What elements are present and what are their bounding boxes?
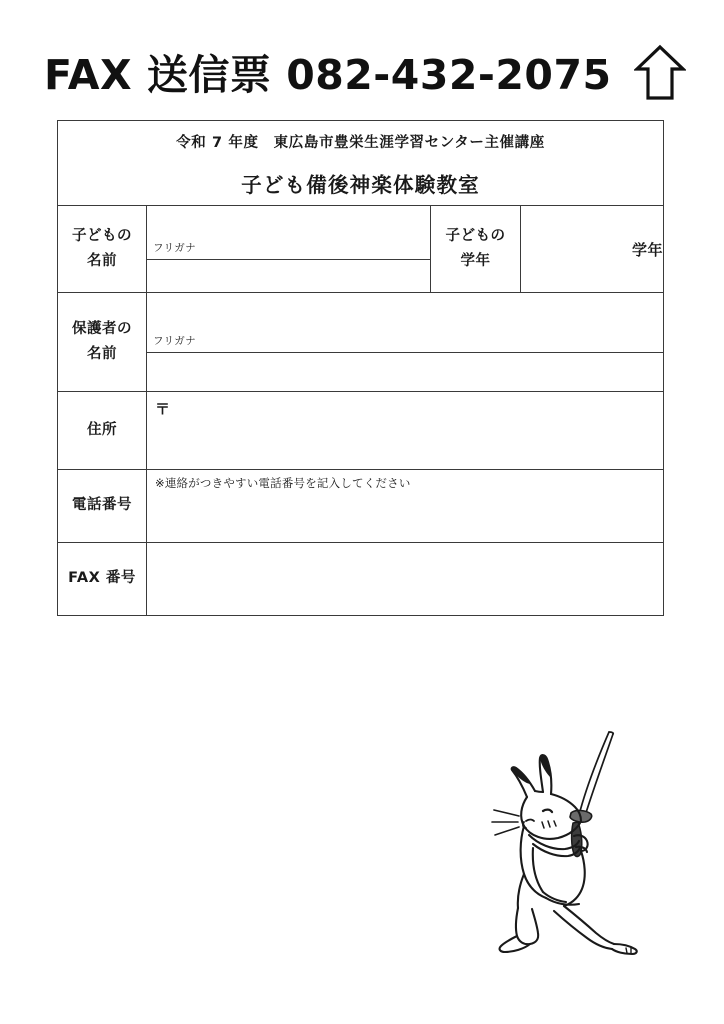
fax-application-form <box>57 120 664 616</box>
label-child-name-line2: 名前 <box>87 253 117 269</box>
page-header <box>44 44 680 106</box>
course-title: 子ども備後神楽体験教室 <box>58 161 664 206</box>
table-row <box>58 470 664 543</box>
input-phone-number[interactable] <box>147 470 664 543</box>
label-address <box>58 392 147 470</box>
page-title: FAX 送信票 082-432-2075 <box>44 50 612 99</box>
table-row <box>58 392 664 470</box>
table-row <box>58 206 664 293</box>
label-child-name-line1: 子どもの <box>72 227 132 244</box>
table-row-subtitle <box>58 121 664 162</box>
label-fax-number-text: FAX 番号 <box>68 570 136 587</box>
label-fax-number <box>58 543 147 616</box>
label-guardian-name <box>58 293 147 392</box>
field-child-name[interactable] <box>147 206 431 293</box>
table-row <box>58 543 664 616</box>
input-fax-number[interactable] <box>147 543 664 616</box>
rabbit-with-sword-illustration <box>486 718 686 958</box>
table-row-title <box>58 161 664 206</box>
up-arrow-outline-icon <box>634 44 686 106</box>
furigana-label-guardian: フリガナ <box>147 331 663 353</box>
phone-note: ※連絡がつきやすい電話番号を記入してください <box>155 476 411 490</box>
postal-code-mark: 〒 <box>155 400 171 418</box>
label-child-grade-line2: 学年 <box>460 253 491 269</box>
label-address-text: 住所 <box>87 421 117 438</box>
input-child-grade[interactable]: 学年 <box>521 206 664 293</box>
furigana-label-child: フリガナ <box>147 238 430 260</box>
label-guardian-name-line2: 名前 <box>87 346 117 362</box>
input-address[interactable] <box>147 392 664 470</box>
label-guardian-name-line1: 保護者の <box>72 320 132 337</box>
field-guardian-name[interactable] <box>147 293 664 392</box>
label-phone-number-text: 電話番号 <box>72 497 132 514</box>
course-subtitle: 令和 7 年度 東広島市豊栄生涯学習センター主催講座 <box>58 121 664 162</box>
table-row <box>58 293 664 392</box>
label-child-grade <box>431 206 521 293</box>
label-child-grade-line1: 子どもの <box>445 227 506 244</box>
label-child-name <box>58 206 147 293</box>
label-phone-number <box>58 470 147 543</box>
